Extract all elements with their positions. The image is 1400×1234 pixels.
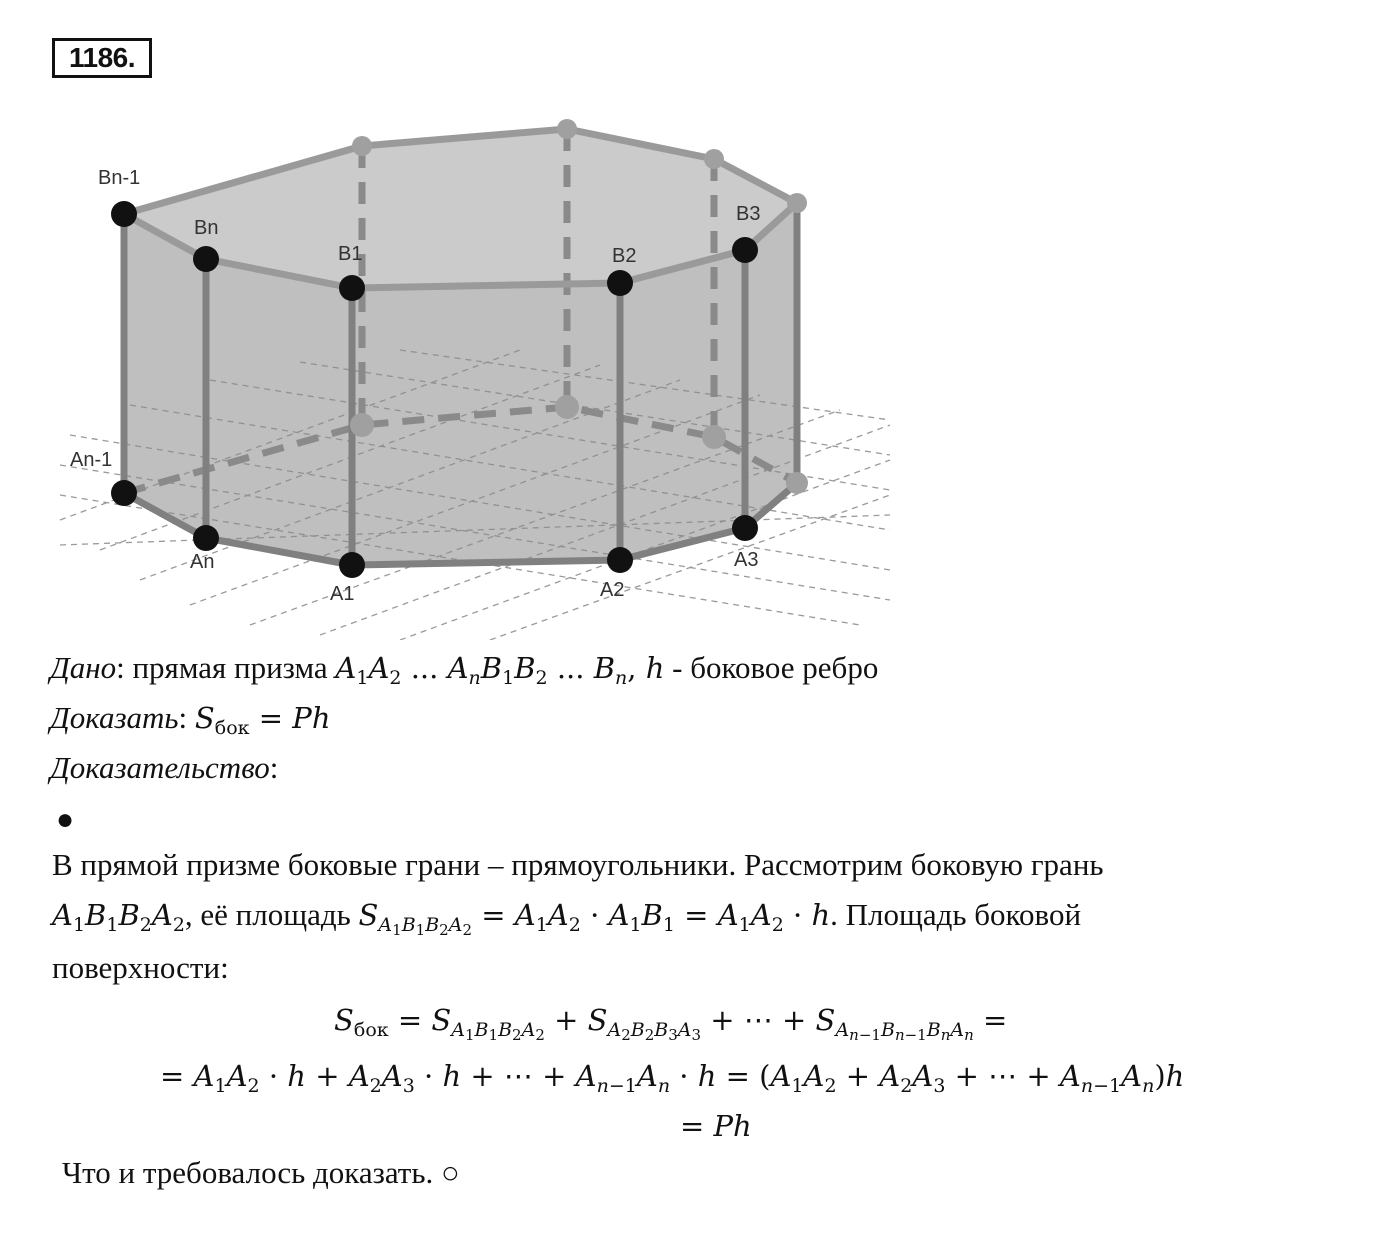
- bullet-marker: ●: [56, 803, 75, 836]
- para-line-1: В прямой призме боковые грани – прямоугольники. Рассмотрим боковую грань: [52, 847, 1104, 882]
- label-bn1: Bn-1: [98, 167, 141, 189]
- given-label: Дано: [50, 650, 117, 685]
- formula-line-3: = Ph: [680, 1109, 752, 1143]
- formula-line-2: = $A_1A_2 \cdot h + A_2A_3 \cdot h$ + ⋯ + $A_{n-1}A_n \cdot h = (A_1A_2 + A_2A_3$ + ⋯ + $A_{n-1}A_n)h$: [160, 1059, 1185, 1097]
- formula-line-1: $S_{бок} = S_{A_1B_1B_2A_2} + S_{A_2B_2B_3A_3}$ + ⋯ + $S_{A_{n-1}B_{n-1}B_nA_n}$ =: [334, 1003, 1008, 1044]
- label-bn: Bn: [194, 217, 219, 239]
- conclusion-line: Что и требовалось доказать. ○: [62, 1155, 460, 1190]
- para-line-3: поверхности:: [52, 950, 229, 985]
- label-b3: B3: [736, 203, 761, 225]
- label-a2: A2: [600, 579, 625, 601]
- prism-name: $A_1A_2$ ... $A_nB_1B_2$ ... $B_n$, h: [335, 651, 665, 689]
- label-b1: B1: [338, 243, 363, 265]
- label-b2: B2: [612, 245, 637, 267]
- prove-line: Доказать: $S_{бок} = Ph$: [50, 700, 331, 739]
- label-an1: An-1: [70, 449, 113, 471]
- prism-figure: [40, 100, 920, 640]
- proof-line: Доказательство:: [50, 750, 279, 785]
- label-a3: A3: [734, 549, 759, 571]
- label-an: An: [190, 551, 215, 573]
- label-a1: A1: [330, 583, 355, 605]
- prove-label: Доказать: [50, 700, 179, 735]
- given-line: Дано: прямая призма $A_1A_2$ ... $A_nB_1B_2$ ... $B_n$, h - боковое ребро: [50, 650, 879, 689]
- problem-number: 1186.: [52, 38, 152, 78]
- proof-label: Доказательство: [50, 750, 270, 785]
- prove-formula: $S_{бок} = Ph$: [194, 701, 331, 739]
- para-line-2: $A_1B_1B_2A_2$, её площадь $S_{A_1B_1B_2A_2} = A_1A_2 \cdot A_1B_1 = A_1A_2 \cdot h$. Площадь боковой: [52, 897, 1082, 939]
